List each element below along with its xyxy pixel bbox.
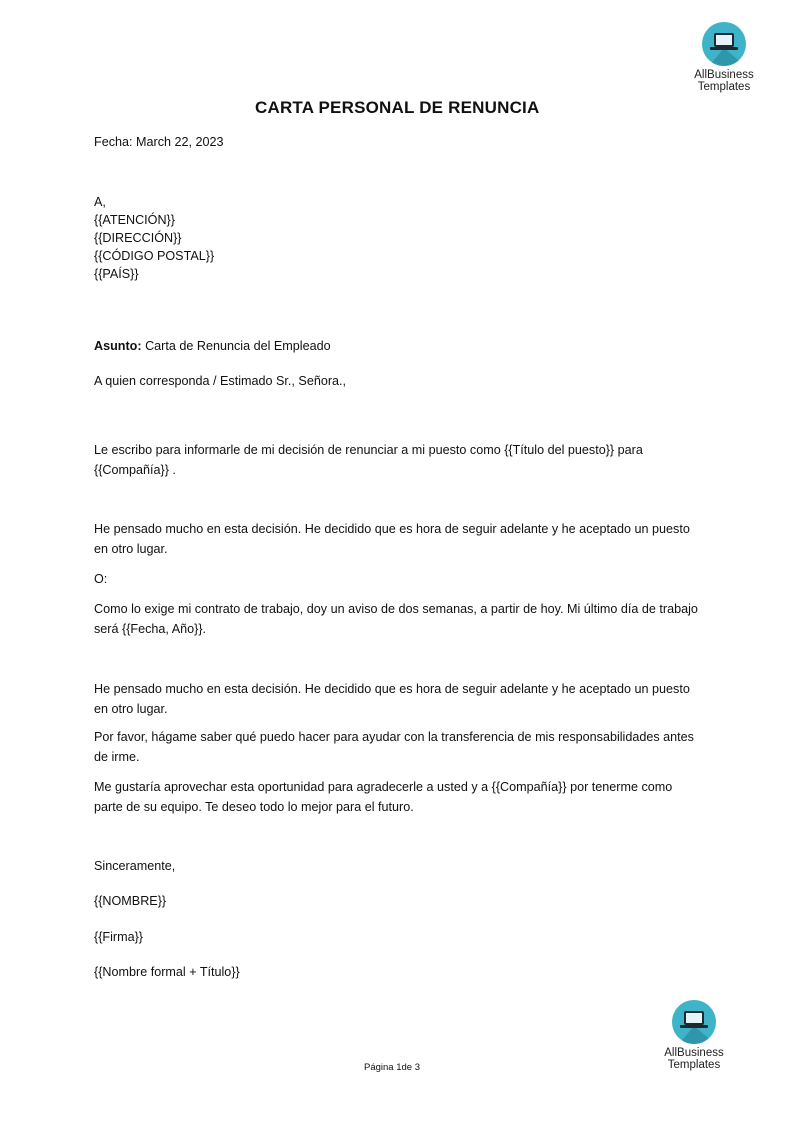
date-line: Fecha: March 22, 2023 xyxy=(94,135,224,149)
paragraph-intro: Le escribo para informarle de mi decisión de renunciar a mi puesto como {{Título del puesto}} para {{Compañía}} . xyxy=(94,443,643,477)
greeting: A quien corresponda / Estimado Sr., Señora., xyxy=(94,374,347,388)
closing: Sinceramente, xyxy=(94,859,176,873)
subject-text: Carta de Renuncia del Empleado xyxy=(141,339,331,353)
recipient-attention: {{ATENCIÓN}} xyxy=(94,213,175,227)
laptop-icon xyxy=(672,1000,716,1044)
paragraph-notice: Como lo exige mi contrato de trabajo, doy un aviso de dos semanas, a partir de hoy. Mi último día de trabajo será {{Fecha, Año}}. xyxy=(94,602,698,636)
subject-label: Asunto: xyxy=(94,339,142,353)
logo-line-1: AllBusiness xyxy=(694,69,754,81)
recipient-to: A, xyxy=(94,195,106,209)
allbusiness-logo-bottom xyxy=(649,1000,739,1071)
logo-text xyxy=(649,1047,739,1071)
logo-line-2: Templates xyxy=(697,81,751,93)
logo-line-1: AllBusiness xyxy=(664,1047,724,1059)
logo-text xyxy=(679,69,769,93)
logo-line-2: Templates xyxy=(667,1059,721,1071)
paragraph-decision: He pensado mucho en esta decisión. He decidido que es hora de seguir adelante y he aceptado un puesto en otro lugar. xyxy=(94,522,690,556)
paragraph-or: O: xyxy=(94,572,108,586)
allbusiness-logo-top xyxy=(679,22,769,93)
page-number: Página 1de 3 xyxy=(364,1062,420,1073)
signature-name: {{NOMBRE}} xyxy=(94,894,167,908)
laptop-icon xyxy=(702,22,746,66)
paragraph-transfer: Por favor, hágame saber qué puedo hacer para ayudar con la transferencia de mis responsabilidades antes de irme. xyxy=(94,730,694,764)
signature-firma: {{Firma}} xyxy=(94,930,144,944)
signature-formal-name-title: {{Nombre formal + Título}} xyxy=(94,965,240,979)
recipient-country: {{PAÍS}} xyxy=(94,267,139,281)
recipient-postal-code: {{CÓDIGO POSTAL}} xyxy=(94,249,215,263)
recipient-address: {{DIRECCIÓN}} xyxy=(94,231,182,245)
paragraph-decision-repeat: He pensado mucho en esta decisión. He decidido que es hora de seguir adelante y he aceptado un puesto en otro lugar. xyxy=(94,682,690,716)
paragraph-thanks: Me gustaría aprovechar esta oportunidad para agradecerle a usted y a {{Compañía}} por tenerme como parte de su equipo. Te deseo todo lo mejor para el futuro. xyxy=(94,780,673,814)
subject-line xyxy=(94,337,331,356)
document-title: CARTA PERSONAL DE RENUNCIA xyxy=(255,98,540,117)
